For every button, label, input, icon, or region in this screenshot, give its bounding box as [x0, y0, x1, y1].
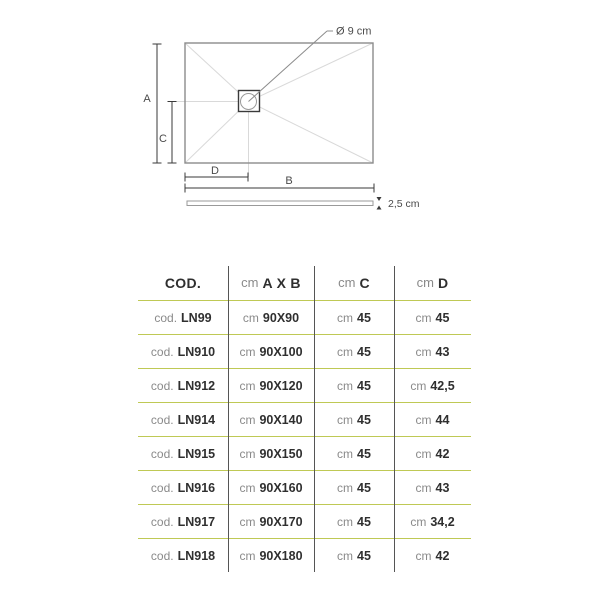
- c-cell: [314, 301, 394, 334]
- header-axb: [228, 265, 314, 300]
- table-row: [138, 539, 471, 573]
- d-value: 44: [435, 412, 450, 427]
- axb-cell: [228, 335, 314, 368]
- code-value: LN912: [177, 378, 216, 393]
- axb-value: 90X140: [259, 412, 303, 427]
- thickness-arrows-icon: [377, 197, 382, 210]
- c-cell: [314, 335, 394, 368]
- dim-c: [168, 102, 177, 164]
- header-d-label: D: [437, 274, 449, 291]
- table-row: [138, 471, 471, 505]
- c-cell: [314, 369, 394, 402]
- d-cell: [394, 471, 471, 504]
- tray-slope-lines: [172, 43, 373, 177]
- table-header-row: [138, 265, 471, 301]
- c-value: 45: [357, 549, 371, 563]
- code-cell: [138, 335, 228, 368]
- dim-c-label: C: [159, 133, 167, 145]
- code-cell: [138, 505, 228, 538]
- d-cell: [394, 369, 471, 402]
- drain-leader-line: [249, 31, 334, 102]
- code-cell: [138, 301, 228, 334]
- header-axb-label: A X B: [262, 274, 301, 291]
- code-cell: [138, 437, 228, 470]
- header-d-unit: cm: [416, 275, 434, 290]
- dim-b-label: B: [285, 175, 293, 187]
- tray-side-profile: [187, 201, 373, 206]
- dim-d-label: D: [211, 165, 219, 177]
- c-value: 45: [357, 378, 371, 393]
- dimensions-table: [138, 265, 471, 573]
- code-prefix: cod.: [150, 344, 174, 359]
- axb-value: 90X150: [259, 446, 303, 461]
- tray-technical-drawing: [0, 0, 600, 240]
- axb-cell: [228, 437, 314, 470]
- axb-value: 90X160: [259, 480, 303, 495]
- c-cell: [314, 539, 394, 573]
- axb-cell: [228, 301, 314, 334]
- c-unit: cm: [337, 412, 354, 427]
- code-cell: [138, 539, 228, 573]
- axb-unit: cm: [239, 549, 256, 563]
- axb-value: 90X120: [259, 378, 303, 393]
- c-unit: cm: [337, 549, 354, 563]
- c-value: 45: [357, 412, 371, 427]
- header-c-label: C: [359, 274, 370, 291]
- c-value: 45: [357, 446, 371, 461]
- d-cell: [394, 301, 471, 334]
- c-unit: cm: [337, 310, 354, 325]
- d-unit: cm: [415, 310, 432, 325]
- code-value: LN914: [177, 412, 216, 427]
- c-cell: [314, 403, 394, 436]
- axb-unit: cm: [239, 446, 256, 461]
- d-cell: [394, 403, 471, 436]
- d-value: 45: [435, 310, 450, 325]
- thickness-label: 2,5 cm: [388, 198, 420, 210]
- c-unit: cm: [337, 378, 354, 393]
- d-cell: [394, 505, 471, 538]
- code-prefix: cod.: [150, 412, 174, 427]
- c-value: 45: [357, 514, 371, 529]
- axb-unit: cm: [239, 514, 256, 529]
- axb-cell: [228, 539, 314, 573]
- table-row: [138, 369, 471, 403]
- d-unit: cm: [415, 480, 432, 495]
- d-value: 43: [435, 344, 450, 359]
- code-prefix: cod.: [154, 310, 178, 325]
- d-unit: cm: [410, 378, 427, 393]
- c-cell: [314, 437, 394, 470]
- c-value: 45: [357, 344, 371, 359]
- c-unit: cm: [337, 446, 354, 461]
- code-prefix: cod.: [150, 446, 174, 461]
- axb-cell: [228, 471, 314, 504]
- code-cell: [138, 403, 228, 436]
- dim-a: [153, 44, 162, 163]
- axb-cell: [228, 369, 314, 402]
- d-value: 43: [435, 480, 450, 495]
- c-unit: cm: [337, 514, 354, 529]
- d-value: 42: [435, 549, 450, 563]
- d-value: 42,5: [430, 378, 455, 393]
- d-unit: cm: [415, 446, 432, 461]
- table-row: [138, 403, 471, 437]
- header-cod-label: COD.: [164, 274, 202, 291]
- column-divider: [314, 266, 315, 572]
- d-unit: cm: [415, 412, 432, 427]
- c-unit: cm: [337, 344, 354, 359]
- axb-cell: [228, 403, 314, 436]
- dim-a-label: A: [143, 93, 151, 105]
- code-value: LN915: [177, 446, 216, 461]
- axb-unit: cm: [242, 310, 259, 325]
- axb-cell: [228, 505, 314, 538]
- header-cod: [138, 265, 228, 300]
- code-value: LN910: [177, 344, 216, 359]
- axb-value: 90X180: [259, 549, 303, 563]
- header-d: [394, 265, 471, 300]
- dim-b: [185, 184, 374, 193]
- axb-value: 90X100: [259, 344, 303, 359]
- table-row: [138, 335, 471, 369]
- d-unit: cm: [415, 344, 432, 359]
- code-prefix: cod.: [150, 514, 174, 529]
- code-value: LN99: [181, 310, 212, 325]
- table-row: [138, 437, 471, 471]
- table-row: [138, 301, 471, 335]
- d-unit: cm: [415, 549, 432, 563]
- d-cell: [394, 437, 471, 470]
- axb-unit: cm: [239, 344, 256, 359]
- c-unit: cm: [337, 480, 354, 495]
- code-value: LN916: [177, 480, 216, 495]
- column-divider: [228, 266, 229, 572]
- axb-unit: cm: [239, 378, 256, 393]
- header-c-unit: cm: [338, 275, 356, 290]
- code-cell: [138, 369, 228, 402]
- axb-unit: cm: [239, 412, 256, 427]
- header-c: [314, 265, 394, 300]
- header-axb-unit: cm: [241, 275, 259, 290]
- d-cell: [394, 335, 471, 368]
- code-prefix: cod.: [150, 549, 174, 563]
- c-value: 45: [357, 480, 371, 495]
- code-prefix: cod.: [150, 378, 174, 393]
- d-cell: [394, 539, 471, 573]
- c-value: 45: [357, 310, 371, 325]
- tray-top-view-outline: [185, 43, 373, 163]
- d-unit: cm: [410, 514, 427, 529]
- c-cell: [314, 505, 394, 538]
- code-cell: [138, 471, 228, 504]
- code-value: LN918: [177, 549, 216, 563]
- code-value: LN917: [177, 514, 216, 529]
- axb-unit: cm: [239, 480, 256, 495]
- axb-value: 90X90: [262, 310, 300, 325]
- c-cell: [314, 471, 394, 504]
- axb-value: 90X170: [259, 514, 303, 529]
- column-divider: [394, 266, 395, 572]
- d-value: 42: [435, 446, 450, 461]
- d-value: 34,2: [430, 514, 455, 529]
- drain-diameter-label: Ø 9 cm: [336, 25, 372, 38]
- code-prefix: cod.: [150, 480, 174, 495]
- table-row: [138, 505, 471, 539]
